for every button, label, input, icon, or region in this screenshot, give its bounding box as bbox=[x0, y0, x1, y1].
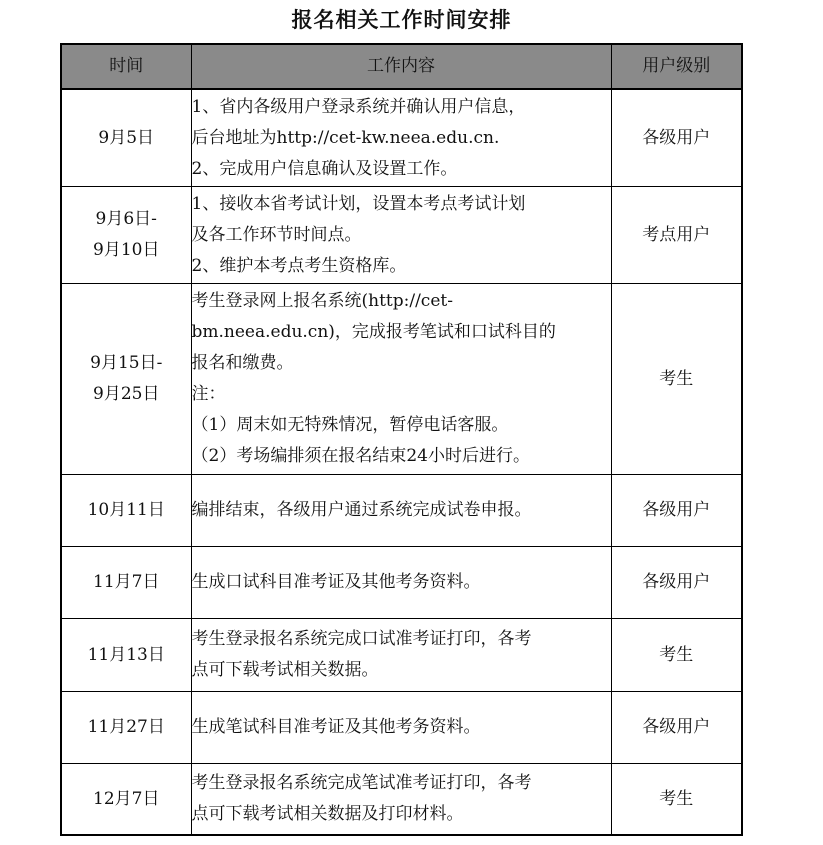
content-line: 报名和缴费。 bbox=[191, 353, 294, 373]
time-text: 9月6日- bbox=[95, 209, 157, 229]
time-text: 10月11日 bbox=[87, 500, 165, 520]
note-item: （2）考场编排须在报名结束24小时后进行。 bbox=[191, 446, 530, 466]
time-cell bbox=[61, 692, 191, 764]
time-text: 9月10日 bbox=[93, 240, 160, 260]
content-line: bm.neea.edu.cn)，完成报考笔试和口试科目的 bbox=[191, 322, 556, 342]
user-level-cell: 各级用户 bbox=[611, 547, 742, 619]
content-cell bbox=[191, 764, 611, 836]
table-row bbox=[61, 187, 742, 284]
content-cell bbox=[191, 89, 611, 187]
time-cell bbox=[61, 89, 191, 187]
content-line: 点可下载考试相关数据及打印材料。 bbox=[191, 804, 464, 824]
content-line: 2、维护本考点考生资格库。 bbox=[191, 255, 407, 276]
table-row bbox=[61, 284, 742, 475]
content-cell bbox=[191, 692, 611, 764]
time-cell bbox=[61, 284, 191, 475]
content-line: 生成口试科目准考证及其他考务资料。 bbox=[191, 572, 481, 592]
content-cell bbox=[191, 284, 611, 475]
header-user-level: 用户级别 bbox=[611, 44, 742, 89]
content-line: 后台地址为http://cet-kw.neea.edu.cn. bbox=[191, 127, 500, 148]
content-cell bbox=[191, 475, 611, 547]
table-row bbox=[61, 89, 742, 187]
table-header-row bbox=[61, 44, 742, 89]
time-cell bbox=[61, 187, 191, 284]
time-cell bbox=[61, 475, 191, 547]
table-row bbox=[61, 764, 742, 836]
note-item: （1）周末如无特殊情况，暂停电话客服。 bbox=[191, 415, 509, 435]
content-cell bbox=[191, 547, 611, 619]
time-text: 11月7日 bbox=[93, 572, 160, 592]
content-line: 1、接收本省考试计划，设置本考点考试计划 bbox=[191, 193, 526, 214]
user-level-cell: 考点用户 bbox=[611, 187, 742, 284]
table-row bbox=[61, 475, 742, 547]
user-level-cell: 各级用户 bbox=[611, 475, 742, 547]
content-cell bbox=[191, 619, 611, 692]
content-line: 及各工作环节时间点。 bbox=[191, 224, 362, 245]
content-line: 考生登录报名系统完成笔试准考证打印，各考 bbox=[191, 773, 532, 793]
time-text: 11月27日 bbox=[87, 717, 165, 737]
schedule-table bbox=[60, 43, 743, 836]
user-level-cell: 考生 bbox=[611, 619, 742, 692]
time-cell bbox=[61, 764, 191, 836]
table-row bbox=[61, 692, 742, 764]
content-line: 生成笔试科目准考证及其他考务资料。 bbox=[191, 717, 481, 737]
content-cell bbox=[191, 187, 611, 284]
content-line: 考生登录网上报名系统(http://cet- bbox=[191, 291, 453, 311]
content-line: 2、完成用户信息确认及设置工作。 bbox=[191, 158, 458, 179]
user-level-cell: 考生 bbox=[611, 284, 742, 475]
time-cell bbox=[61, 619, 191, 692]
header-time: 时间 bbox=[61, 44, 191, 89]
page-title: 报名相关工作时间安排 bbox=[291, 8, 512, 32]
user-level-cell: 各级用户 bbox=[611, 692, 742, 764]
content-line: 点可下载考试相关数据。 bbox=[191, 660, 379, 680]
content-line: 编排结束，各级用户通过系统完成试卷申报。 bbox=[191, 500, 532, 520]
table-row bbox=[61, 547, 742, 619]
time-text: 11月13日 bbox=[87, 644, 165, 665]
time-cell bbox=[61, 547, 191, 619]
user-level-cell: 各级用户 bbox=[611, 89, 742, 187]
user-level-cell: 考生 bbox=[611, 764, 742, 836]
time-text: 9月5日 bbox=[98, 127, 155, 148]
time-text: 9月15日- bbox=[90, 353, 163, 373]
note-label: 注： bbox=[191, 384, 226, 404]
time-text: 12月7日 bbox=[93, 788, 160, 809]
content-line: 1、省内各级用户登录系统并确认用户信息， bbox=[191, 96, 526, 117]
header-content: 工作内容 bbox=[191, 44, 611, 89]
time-text: 9月25日 bbox=[93, 384, 160, 404]
table-row bbox=[61, 619, 742, 692]
content-line: 考生登录报名系统完成口试准考证打印，各考 bbox=[191, 629, 532, 649]
